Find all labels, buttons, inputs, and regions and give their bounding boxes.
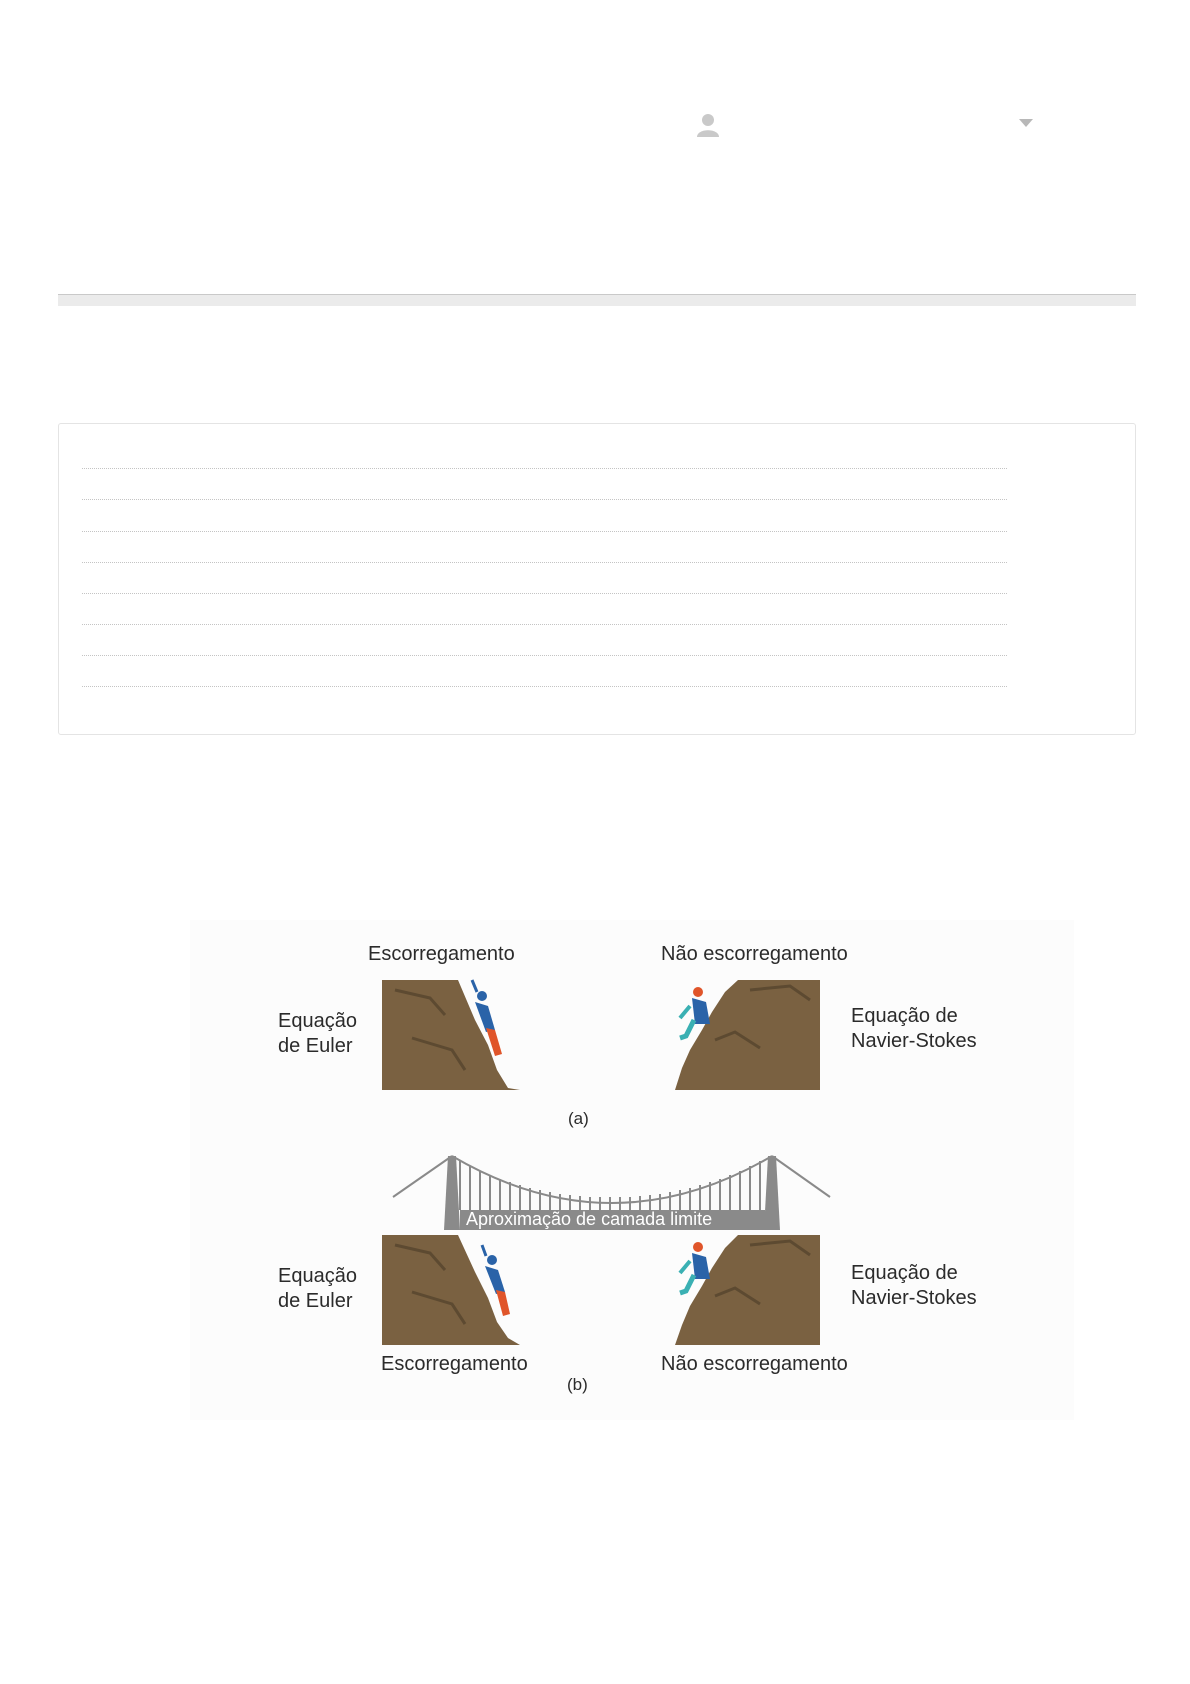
label-navier-line1-b: Equação de: [851, 1262, 958, 1284]
ruled-lines-card: [58, 423, 1136, 735]
bridge-hangers: [460, 1161, 760, 1210]
caret-down-icon[interactable]: [1019, 119, 1033, 127]
bridge-tower-left: [444, 1156, 460, 1230]
ruled-line: [82, 562, 1007, 563]
figure-illustration: [190, 920, 1074, 1420]
label-escorregamento-a: Escorregamento: [368, 943, 515, 965]
ruled-line: [82, 686, 1007, 687]
label-euler-line2-b: de Euler: [278, 1290, 353, 1312]
bridge-tower-right: [764, 1156, 780, 1230]
ruled-line: [82, 624, 1007, 625]
user-avatar-icon: [696, 112, 720, 138]
caption-a: (a): [568, 1109, 589, 1128]
ruled-line: [82, 531, 1007, 532]
label-euler-line1-b: Equação: [278, 1265, 357, 1287]
caption-b: (b): [567, 1375, 588, 1394]
cliff-left-a: [382, 980, 520, 1090]
label-navier-line2-b: Navier-Stokes: [851, 1287, 977, 1309]
label-navier-line1-a: Equação de: [851, 1005, 958, 1027]
bridge-label: Aproximação de camada limite: [466, 1209, 713, 1229]
ruled-line: [82, 468, 1007, 469]
boundary-layer-figure: [190, 920, 1074, 1420]
ruled-line: [82, 593, 1007, 594]
label-nao-escorregamento-b: Não escorregamento: [661, 1353, 848, 1375]
ruled-line: [82, 655, 1007, 656]
ruled-line: [82, 499, 1007, 500]
user-menu[interactable]: [696, 112, 1036, 142]
label-navier-line2-a: Navier-Stokes: [851, 1030, 977, 1052]
header-divider: [58, 294, 1136, 306]
label-nao-escorregamento-a: Não escorregamento: [661, 943, 848, 965]
label-euler-line1-a: Equação: [278, 1010, 357, 1032]
label-euler-line2-a: de Euler: [278, 1035, 353, 1057]
label-escorregamento-b: Escorregamento: [381, 1353, 528, 1375]
